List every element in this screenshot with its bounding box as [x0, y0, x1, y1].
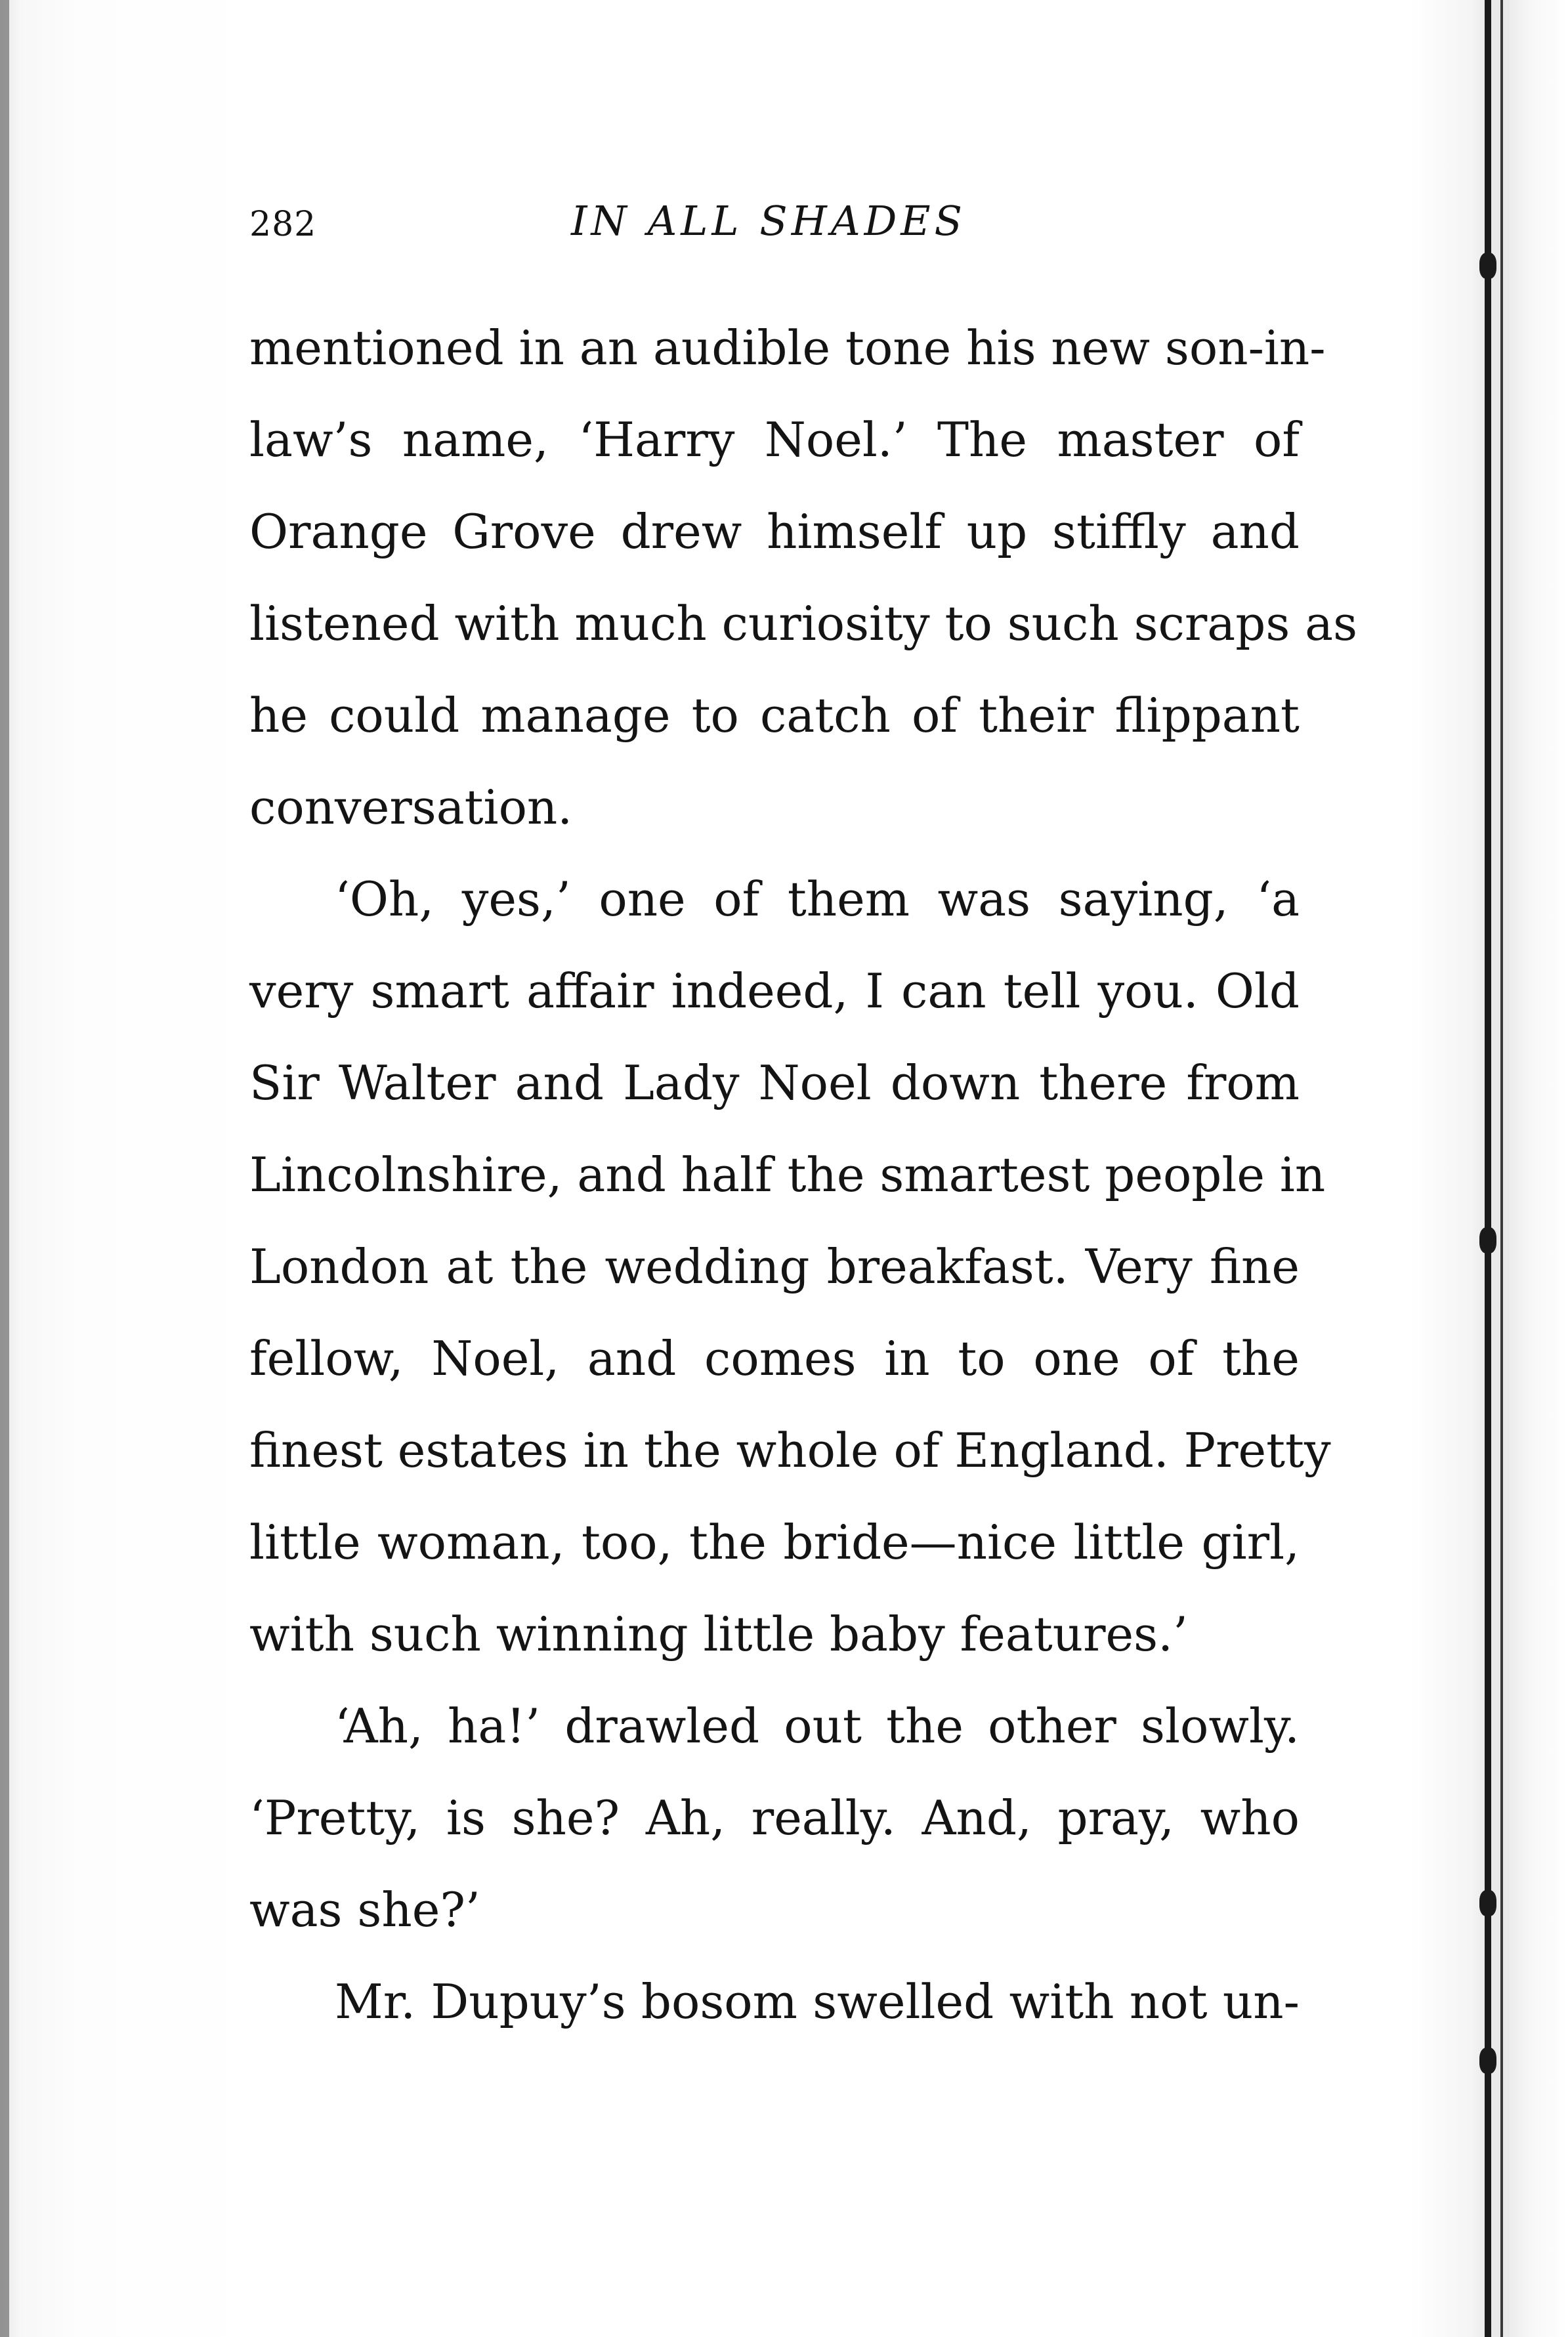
- binding-thin-edge: [1500, 0, 1503, 2337]
- text-line: finest estates in the whole of England. Pretty: [249, 1423, 1331, 1478]
- text-line: Orange Grove drew himself up stiffly and: [249, 504, 1300, 559]
- text-line: very smart affair indeed, I can tell you. Old: [249, 963, 1300, 1019]
- text-line: Lincolnshire, and half the smartest people in: [249, 1147, 1326, 1202]
- text-line: law’s name, ‘Harry Noel.’ The master of: [249, 412, 1300, 467]
- binding-mark: [1479, 253, 1496, 279]
- text-line: fellow, Noel, and comes in to one of the: [249, 1331, 1300, 1386]
- adjacent-page-edge: [1510, 0, 1568, 2337]
- text-line: ‘Oh, yes,’ one of them was saying, ‘a: [335, 872, 1300, 927]
- page-header: [249, 197, 1300, 249]
- text-line: London at the wedding breakfast. Very fine: [249, 1239, 1300, 1294]
- running-title: IN ALL SHADES: [571, 197, 967, 245]
- text-line: was she?’: [249, 1882, 480, 1937]
- binding-mark: [1479, 2048, 1496, 2074]
- page-left-shadow: [0, 0, 9, 2337]
- text-line: ‘Ah, ha!’ drawled out the other slowly.: [335, 1698, 1300, 1754]
- page-number: 282: [249, 205, 317, 244]
- binding-spine-edge: [1485, 0, 1491, 2337]
- binding-mark: [1479, 1890, 1496, 1916]
- text-line: little woman, too, the bride—nice little girl,: [249, 1515, 1300, 1570]
- body-text: [249, 302, 1358, 2048]
- text-line: Mr. Dupuy’s bosom swelled with not un-: [335, 1974, 1300, 2029]
- text-line: he could manage to catch of their flippant: [249, 688, 1300, 743]
- binding-mark: [1479, 1227, 1496, 1253]
- text-line: mentioned in an audible tone his new son-in-: [249, 320, 1326, 375]
- text-line: conversation.: [249, 780, 573, 835]
- text-line: listened with much curiosity to such scraps as: [249, 596, 1358, 651]
- text-line: Sir Walter and Lady Noel down there from: [249, 1055, 1300, 1110]
- text-line: with such winning little baby features.’: [249, 1607, 1188, 1662]
- text-line: ‘Pretty, is she? Ah, really. And, pray, who: [249, 1790, 1300, 1845]
